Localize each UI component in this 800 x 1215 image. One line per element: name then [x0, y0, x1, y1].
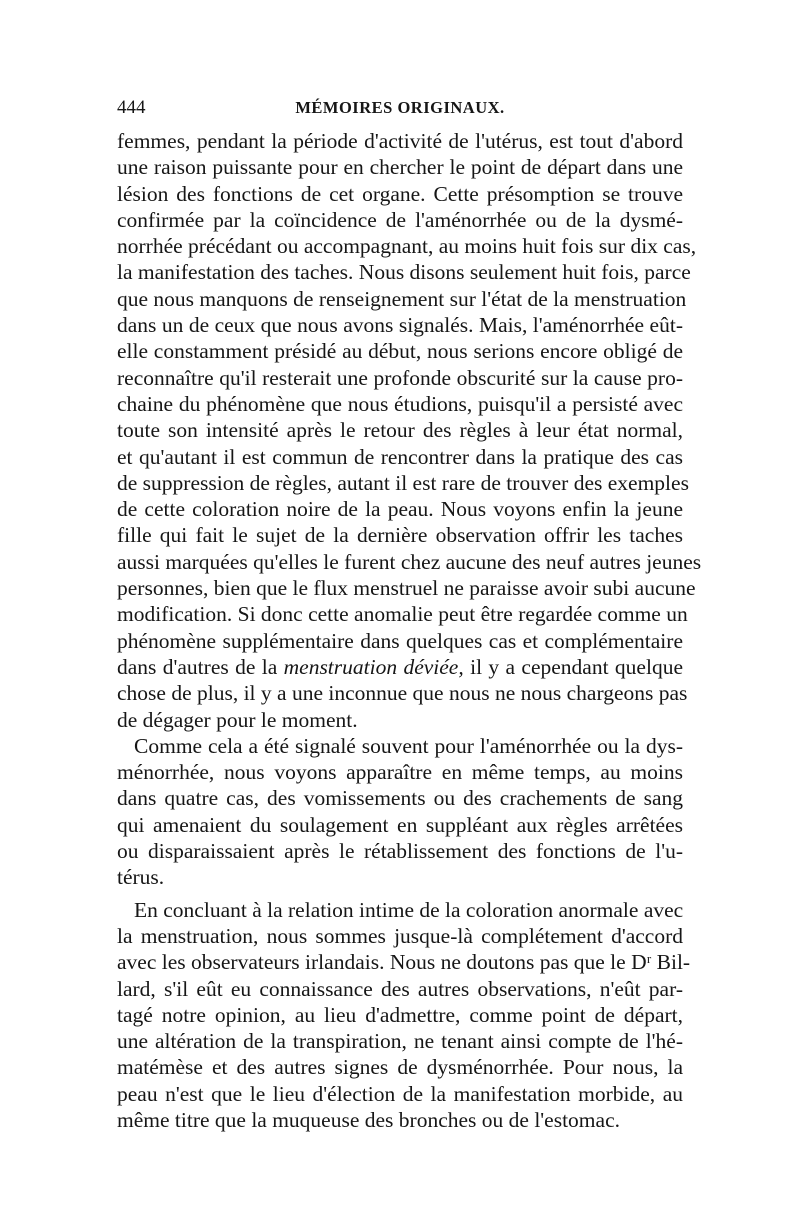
text-line: phénomène supplémentaire dans quelques cas et complémentaire [117, 628, 683, 653]
text-line: peau n'est que le lieu d'élection de la manifestation morbide, au [117, 1081, 683, 1106]
text-line: une altération de la transpiration, ne tenant ainsi compte de l'hé- [117, 1029, 683, 1054]
text-line: la manifestation des taches. Nous disons seulement huit fois, parce [117, 260, 691, 285]
text-line: ménorrhée, nous voyons apparaître en même temps, au moins [117, 760, 683, 785]
text-line: de dégager pour le moment. [117, 707, 358, 732]
text-line: que nous manquons de renseignement sur l'état de la menstruation [117, 286, 687, 311]
text-line: la menstruation, nous sommes jusque-là complétement d'accord [117, 923, 683, 948]
text-line: dans un de ceux que nous avons signalés. Mais, l'aménorrhée eût- [117, 313, 683, 338]
text-line: chaine du phénomène que nous étudions, puisqu'il a persisté avec [117, 391, 683, 416]
text-line: elle constamment présidé au début, nous serions encore obligé de [117, 339, 683, 364]
text-line: toute son intensité après le retour des règles à leur état normal, [117, 418, 683, 443]
text-line: ou disparaissaient après le rétablissement des fonctions de l'u- [117, 839, 683, 864]
text-line: même titre que la muqueuse des bronches ou de l'estomac. [117, 1107, 620, 1132]
text-line: modification. Si donc cette anomalie peut être regardée comme un [117, 602, 688, 627]
text-line: En concluant à la relation intime de la coloration anormale avec [134, 897, 684, 922]
text-line: de cette coloration noire de la peau. Nous voyons enfin la jeune [117, 497, 683, 522]
text-line: lard, s'il eût eu connaissance des autres observations, n'eût par- [117, 976, 683, 1001]
text-line: Comme cela a été signalé souvent pour l'aménorrhée ou la dys- [134, 733, 683, 758]
text-line: norrhée précédant ou accompagnant, au moins huit fois sur dix cas, [117, 234, 697, 259]
paragraph [117, 733, 683, 891]
text-line: personnes, bien que le flux menstruel ne paraisse avoir subi aucune [117, 576, 696, 601]
text-segment: il y a cependant quelque [463, 654, 683, 679]
body-text [117, 128, 702, 1133]
text-line: lésion des fonctions de cet organe. Cette présomption se trouve [117, 181, 683, 206]
text-line: matémèse et des autres signes de dysménorrhée. Pour nous, la [117, 1055, 683, 1080]
text-line: de suppression de règles, autant il est rare de trouver des exemples [117, 470, 689, 495]
paragraph [117, 897, 691, 1134]
text-line: aussi marquées qu'elles le furent chez aucune des neuf autres jeunes [117, 549, 702, 574]
text-line: et qu'autant il est commun de rencontrer dans la pratique des cas [117, 444, 683, 469]
text-line: qui amenaient du soulagement en suppléant aux règles arrêtées [117, 812, 683, 837]
text-segment: dans d'autres de la [117, 654, 284, 679]
text-line: reconnaître qu'il resterait une profonde obscurité sur la cause pro- [117, 365, 683, 390]
text-line: chose de plus, il y a une inconnue que nous ne nous chargeons pas [117, 681, 688, 706]
text-line: dans quatre cas, des vomissements ou des crachements de sang [117, 786, 683, 811]
paragraph [117, 128, 702, 733]
text-line: fille qui fait le sujet de la dernière observation offrir les taches [117, 523, 683, 548]
text-line: térus. [117, 865, 165, 890]
text-line: tagé notre opinion, au lieu d'admettre, comme point de départ, [117, 1002, 683, 1027]
page-number: 444 [117, 97, 146, 118]
running-head: MÉMOIRES ORIGINAUX. [295, 98, 505, 117]
text-line: confirmée par la coïncidence de l'aménorrhée ou de la dysmé- [117, 207, 683, 232]
text-line: avec les observateurs irlandais. Nous ne doutons pas que le Dʳ Bil- [117, 950, 691, 975]
text-line: femmes, pendant la période d'activité de l'utérus, est tout d'abord [117, 129, 683, 153]
italic-phrase: menstruation déviée, [283, 654, 464, 679]
page-header [117, 95, 683, 121]
text-line: une raison puissante pour en chercher le point de départ dans une [117, 155, 683, 180]
text-line-with-italic [117, 654, 683, 680]
